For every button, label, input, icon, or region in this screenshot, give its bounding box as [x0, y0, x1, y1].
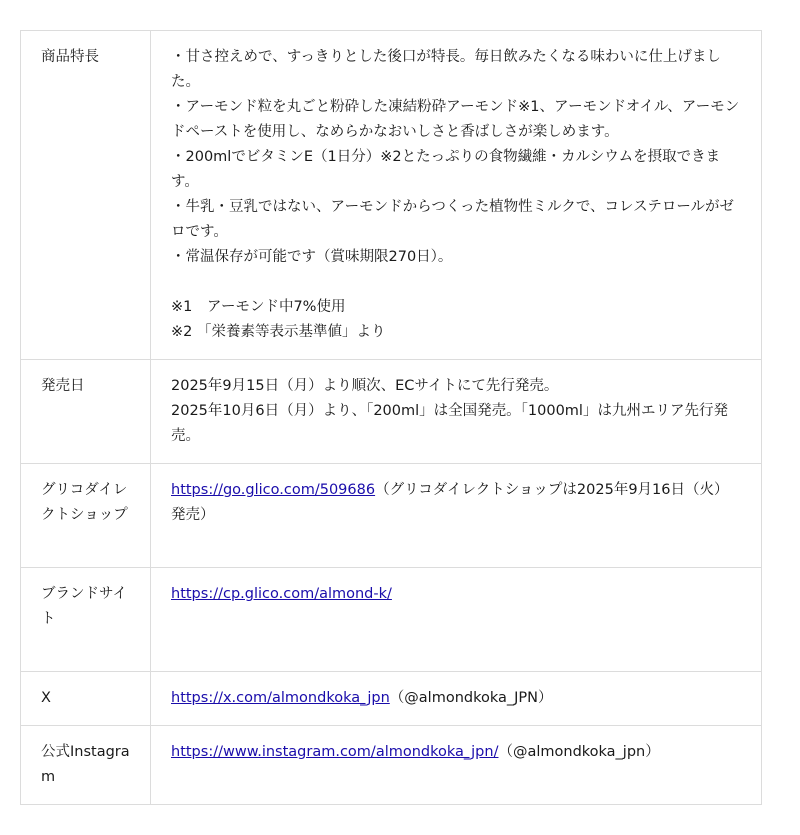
table-row-release-date — [21, 360, 762, 464]
table-row-instagram — [21, 726, 762, 805]
row-value-instagram — [151, 726, 762, 805]
direct-shop-link[interactable]: https://go.glico.com/509686 — [171, 482, 376, 498]
row-value-direct-shop — [151, 464, 762, 568]
row-label-text: 商品特長 — [41, 49, 99, 65]
direct-shop-note: （グリコダイレクトショップは2025年9月16日（火）発売） — [171, 482, 729, 523]
row-label-text: 公式Instagram — [41, 744, 130, 785]
footnote: ※1 アーモンド中7%使用 — [171, 299, 346, 315]
row-value-brand-site — [151, 568, 762, 672]
row-label-direct-shop — [21, 464, 151, 568]
spacer — [171, 270, 741, 295]
x-profile-link[interactable]: https://x.com/almondkoka_jpn — [171, 690, 390, 706]
row-value-release-date — [151, 360, 762, 464]
row-label-text: ブランドサイト — [41, 586, 127, 627]
footnote: ※2 「栄養素等表示基準値」より — [171, 324, 386, 340]
feature-line: ・アーモンド粒を丸ごと粉砕した凍結粉砕アーモンド※1、アーモンドオイル、アーモンドペーストを使用し、なめらかなおいしさと香ばしさが楽しめます。 — [171, 99, 740, 140]
feature-line: ・常温保存が可能です（賞味期限270日）。 — [171, 249, 453, 265]
release-line: 2025年10月6日（月）より、「200ml」は全国発売。「1000ml」は九州エリア先行発売。 — [171, 403, 728, 444]
release-line: 2025年9月15日（月）より順次、ECサイトにて先行発売。 — [171, 378, 559, 394]
product-info-table — [20, 30, 762, 805]
row-label-instagram — [21, 726, 151, 805]
table-row-direct-shop — [21, 464, 762, 568]
row-label-release-date — [21, 360, 151, 464]
table-row-brand-site — [21, 568, 762, 672]
row-label-x — [21, 672, 151, 726]
table-row-features — [21, 31, 762, 360]
instagram-handle: （@almondkoka_jpn） — [498, 744, 660, 760]
x-handle: （@almondkoka_JPN） — [389, 690, 553, 706]
feature-line: ・200mlでビタミンE（1日分）※2とたっぷりの食物繊維・カルシウムを摂取できます。 — [171, 149, 721, 190]
instagram-profile-link[interactable]: https://www.instagram.com/almondkoka_jpn/ — [171, 744, 499, 760]
product-info-table-container — [20, 30, 762, 805]
table-row-x — [21, 672, 762, 726]
row-label-features — [21, 31, 151, 360]
brand-site-link[interactable]: https://cp.glico.com/almond-k/ — [171, 586, 392, 602]
feature-line: ・甘さ控えめで、すっきりとした後口が特長。毎日飲みたくなる味わいに仕上げました。 — [171, 49, 721, 90]
row-value-features — [151, 31, 762, 360]
row-label-text: X — [41, 690, 51, 706]
row-label-text: 発売日 — [41, 378, 85, 394]
row-label-brand-site — [21, 568, 151, 672]
row-label-text: グリコダイレクトショップ — [41, 482, 128, 523]
row-value-x — [151, 672, 762, 726]
feature-line: ・牛乳・豆乳ではない、アーモンドからつくった植物性ミルクで、コレステロールがゼロです。 — [171, 199, 735, 240]
